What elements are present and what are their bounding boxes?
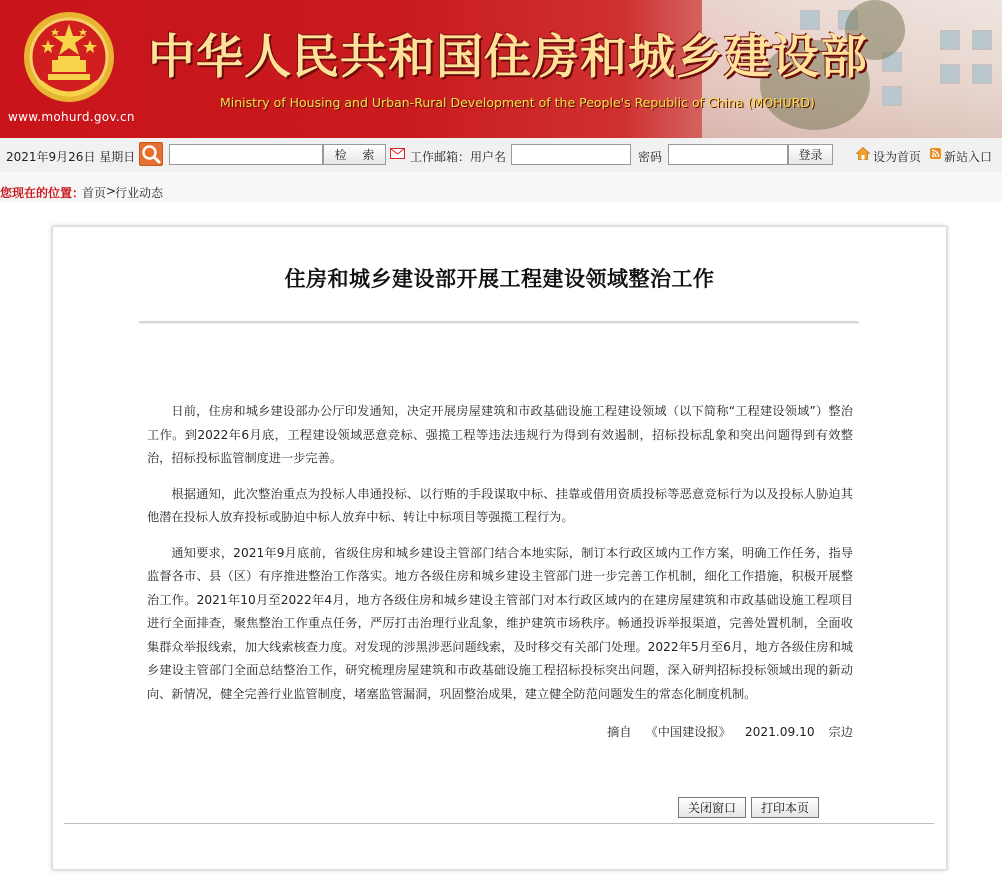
- article-title: 住房和城乡建设部开展工程建设领域整治工作: [284, 267, 715, 291]
- rss-icon: [930, 148, 941, 159]
- bottom-divider: [64, 823, 934, 824]
- article-paragraph: 根据通知，此次整治重点为投标人串通投标、以行贿的手段谋取中标、挂靠或借用资质投标等恶意竞标行为以及投标人胁迫其他潜在投标人放弃投标或胁迫中标人放弃中标、转让中标项目等强揽工程行为。: [147, 486, 853, 524]
- article-paragraph: 通知要求，2021年9月底前，省级住房和城乡建设主管部门结合本地实际，制订本行政区域内工作方案，明确工作任务，指导监督各市、县（区）有序推进整治工作落实。地方各级住房和城乡建设主管部门进一步完善工作机制，细化工作措施，积极开展整治工作。2021年10月至2022年4月，地方各级住房和城乡建设主管部门对本行政区域内的在建房屋建筑和市政基础设施工程项目进行全面排查，聚焦整治工作重点任务，严厉打击治理行业乱象，维护建筑市场秩序。畅通投诉举报渠道，完善处置机制，全面收集群众举报线索，加大线索核查力度。对发现的涉黑涉恶问题线索，及时移交有关部门处理。2022年5月至6月，地方各级住房和城乡建设主管部门全面总结整治工作，研究梳理房屋建筑和市政基础设施工程招标投标突出问题，深入研判招标投标领域出现的新动向、新情况，健全完善行业监管制度，堵塞监管漏洞，巩固整治成果，建立健全防范问题发生的常态化制度机制。: [147, 545, 853, 701]
- building-window: [940, 64, 960, 84]
- search-button[interactable]: 检 索: [323, 144, 386, 165]
- login-button[interactable]: 登录: [788, 144, 833, 165]
- close-window-button[interactable]: 关闭窗口: [678, 797, 746, 818]
- title-divider: [139, 321, 859, 324]
- article-body: [147, 400, 853, 718]
- building-window: [882, 86, 902, 106]
- print-page-button[interactable]: 打印本页: [751, 797, 819, 818]
- breadcrumb-current-link[interactable]: 行业动态: [115, 186, 164, 200]
- source-name: 《中国建设报》: [645, 725, 731, 739]
- search-input[interactable]: [169, 144, 323, 165]
- search-icon[interactable]: [139, 142, 163, 166]
- site-title: 中华人民共和国住房和城乡建设部: [148, 30, 868, 85]
- new-site-entry-link[interactable]: 新站入口: [944, 150, 993, 164]
- source-author: 宗边: [828, 725, 853, 739]
- top-toolbar: [0, 138, 1002, 173]
- article-paragraph: 日前，住房和城乡建设部办公厅印发通知，决定开展房屋建筑和市政基础设施工程建设领域（以下简称“工程建设领域”）整治工作。到2022年6月底，工程建设领域恶意竞标、强揽工程等违法违规行为得到有效遏制，招标投标乱象和突出问题得到有效整治，招标投标监管制度进一步完善。: [147, 404, 853, 465]
- set-homepage-link[interactable]: 设为首页: [873, 150, 922, 164]
- home-icon: [856, 147, 870, 160]
- site-url: www.mohurd.gov.cn: [8, 110, 135, 124]
- password-input[interactable]: [668, 144, 788, 165]
- breadcrumb-label: 您现在的位置：: [0, 186, 85, 200]
- source-date: 2021.09.10: [744, 725, 815, 739]
- mail-icon: [390, 148, 405, 159]
- breadcrumb: [0, 172, 1002, 202]
- site-subtitle-en: Ministry of Housing and Urban-Rural Development of the People's Republic of China (MOHURD): [220, 95, 815, 110]
- current-date: 2021年9月26日 星期日: [6, 150, 136, 164]
- article-card: [52, 226, 947, 870]
- building-window: [972, 64, 992, 84]
- article-source: [53, 723, 853, 740]
- breadcrumb-separator: >: [106, 184, 117, 198]
- national-emblem-icon: [22, 10, 116, 104]
- password-label: 密码: [638, 150, 663, 164]
- header-banner: [0, 0, 1002, 138]
- source-prefix: 摘自: [607, 725, 632, 739]
- building-window: [940, 30, 960, 50]
- work-email-label: 工作邮箱：用户名: [410, 150, 507, 164]
- breadcrumb-home-link[interactable]: 首页: [82, 186, 107, 200]
- username-input[interactable]: [511, 144, 631, 165]
- building-window: [972, 30, 992, 50]
